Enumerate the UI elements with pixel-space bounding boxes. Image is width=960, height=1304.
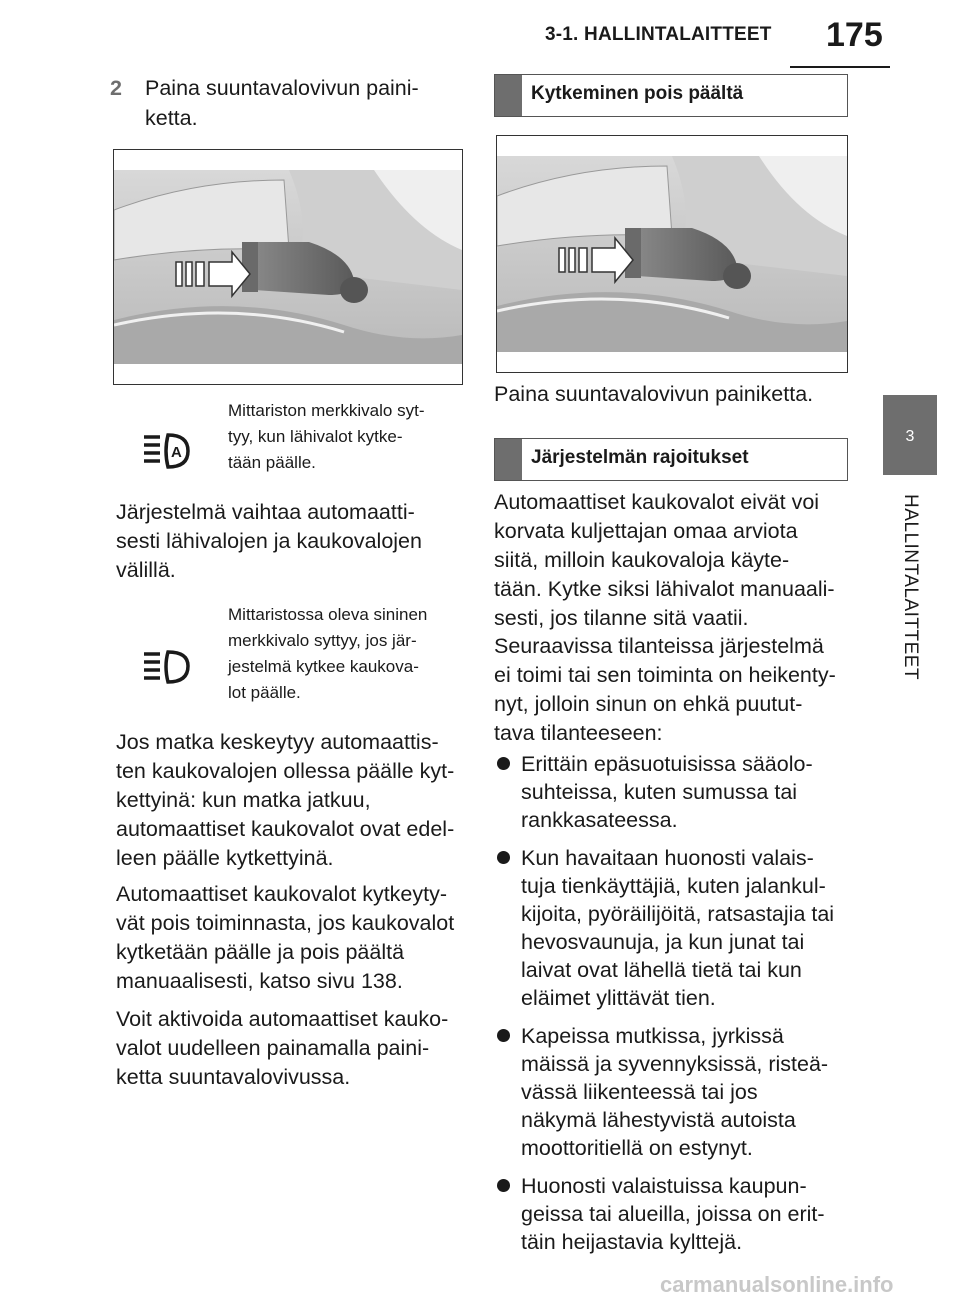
svg-text:A: A xyxy=(171,444,182,461)
text-line: kytketään päälle ja pois päältä xyxy=(116,940,405,964)
text-line: tään. Kytke siksi lähivalot manuaali- xyxy=(494,577,835,601)
text-line: Automaattiset kaukovalot eivät voi xyxy=(494,490,820,514)
bullet-icon xyxy=(497,1029,510,1042)
section-title: Kytkeminen pois päältä xyxy=(531,83,744,104)
text-line: siitä, milloin kaukovaloja käyte- xyxy=(494,548,790,572)
header-rule xyxy=(790,66,890,68)
section-header-limitations xyxy=(494,438,848,481)
bullet-icon xyxy=(497,851,510,864)
text-line: Kapeissa mutkissa, jyrkissä xyxy=(521,1024,784,1048)
desc-line: lot päälle. xyxy=(228,683,301,702)
watermark: carmanualsonline.info xyxy=(660,1272,894,1297)
text-line: ketta suuntavalovivussa. xyxy=(116,1065,351,1089)
paragraph-left-3 xyxy=(116,880,476,996)
text-line: Huonosti valaistuissa kaupun- xyxy=(521,1174,807,1198)
text-line: tava tilanteeseen: xyxy=(494,721,663,745)
paragraph-left-4 xyxy=(116,1005,476,1092)
desc-line: jestelmä kytkee kaukova- xyxy=(228,657,419,676)
text-line: korvata kuljettajan omaa arviota xyxy=(494,519,798,543)
list-item xyxy=(494,1172,854,1256)
desc-line: tään päälle. xyxy=(228,453,316,472)
lever-drawing xyxy=(114,150,462,384)
text-line: Automaattiset kaukovalot kytkeyty- xyxy=(116,882,448,906)
text-line: Jos matka keskeytyy automaattis- xyxy=(116,730,439,754)
text-line: Kun havaitaan huonosti valais- xyxy=(521,846,814,870)
list-item xyxy=(494,844,854,1012)
text-line: ten kaukovalojen ollessa päälle kyt- xyxy=(116,759,455,783)
paragraph-left-1 xyxy=(116,498,466,585)
bullet-icon xyxy=(497,1179,510,1192)
auto-high-beam-indicator-icon xyxy=(142,431,192,471)
chapter-title: HALLINTALAITTEET xyxy=(900,494,921,681)
list-item xyxy=(494,1022,854,1162)
desc-line: Mittaristossa oleva sininen xyxy=(228,605,428,624)
chapter-number: 3 xyxy=(905,428,915,445)
text-line: moottoritiellä on estynyt. xyxy=(521,1136,753,1160)
text-line: Erittäin epäsuotuisissa sääolo- xyxy=(521,752,813,776)
text-line: Voit aktivoida automaattiset kauko- xyxy=(116,1007,449,1031)
text-line: välillä. xyxy=(116,558,176,582)
desc-line: merkkivalo syttyy, jos jär- xyxy=(228,631,417,650)
text-line: laivat ovat lähellä tietä tai kun xyxy=(521,958,802,982)
lever-illustration-2 xyxy=(496,135,848,373)
text-line: nyt, jolloin sinun on ehkä puutut- xyxy=(494,692,803,716)
indicator-description-auto xyxy=(228,398,468,476)
text-line: geissa tai alueilla, joissa on erit- xyxy=(521,1202,825,1226)
section-header: 3-1. HALLINTALAITTEET xyxy=(545,24,772,45)
text-line: näkymä lähestyvistä autoista xyxy=(521,1108,796,1132)
paragraph-right-1 xyxy=(494,488,864,633)
text-line: kijoita, pyöräilijöitä, ratsastajia tai xyxy=(521,902,835,926)
page-number: 175 xyxy=(826,16,883,54)
paragraph-left-2 xyxy=(116,728,476,873)
step-number: 2 xyxy=(110,76,122,100)
text-line: valot uudelleen painamalla paini- xyxy=(116,1036,430,1060)
text-line: automaattiset kaukovalot ovat edel- xyxy=(116,817,455,841)
text-line: manuaalisesti, katso sivu 138. xyxy=(116,969,403,993)
section-header-switch-off xyxy=(494,74,848,117)
text-line: tuja tienkäyttäjiä, kuten jalankul- xyxy=(521,874,826,898)
text-line: sesti lähivalojen ja kaukovalojen xyxy=(116,529,422,553)
bullet-icon xyxy=(497,757,510,770)
lever-illustration-1 xyxy=(113,149,463,385)
list-item xyxy=(494,750,854,834)
desc-line: tyy, kun lähivalot kytke- xyxy=(228,427,403,446)
text-line: vät pois toiminnasta, jos kaukovalot xyxy=(116,911,455,935)
text-line: leen päälle kytkettyinä. xyxy=(116,846,334,870)
section-marker xyxy=(495,75,522,116)
text-line: suhteissa, kuten sumussa tai xyxy=(521,780,798,804)
indicator-row-high-beam xyxy=(140,602,470,702)
step-2 xyxy=(110,74,419,130)
text-line: eläimet ylittävät tien. xyxy=(521,986,716,1010)
text-line: ei toimi tai sen toiminta on heikenty- xyxy=(494,663,836,687)
text-line: sesti, jos tilanne sitä vaatii. xyxy=(494,606,749,630)
text-line: Järjestelmä vaihtaa automaatti- xyxy=(116,500,415,524)
limitations-list xyxy=(494,750,854,1266)
text-line: täin heijastavia kylttejä. xyxy=(521,1230,743,1254)
desc-line: Mittariston merkkivalo syt- xyxy=(228,401,425,420)
lever-drawing xyxy=(497,136,847,372)
text-line: Seuraavissa tilanteissa järjestelmä xyxy=(494,634,824,658)
text-line: kettyinä: kun matka jatkuu, xyxy=(116,788,371,812)
text-line: mäissä ja syvennyksissä, risteä- xyxy=(521,1052,829,1076)
text-line: rankkasateessa. xyxy=(521,808,678,832)
figure-caption: Paina suuntavalovivun painiketta. xyxy=(494,382,814,406)
paragraph-right-2 xyxy=(494,632,864,748)
step-line-1: Paina suuntavalovivun paini- xyxy=(145,76,419,100)
text-line: hevosvaunuja, ja kun junat tai xyxy=(521,930,805,954)
indicator-description-high-beam xyxy=(228,602,468,706)
step-line-2: ketta. xyxy=(145,106,198,130)
section-title: Järjestelmän rajoitukset xyxy=(531,447,749,468)
indicator-row-auto xyxy=(140,396,470,476)
text-line: vässä liikenteessä tai jos xyxy=(521,1080,758,1104)
high-beam-indicator-icon xyxy=(142,649,192,685)
section-marker xyxy=(495,439,522,480)
